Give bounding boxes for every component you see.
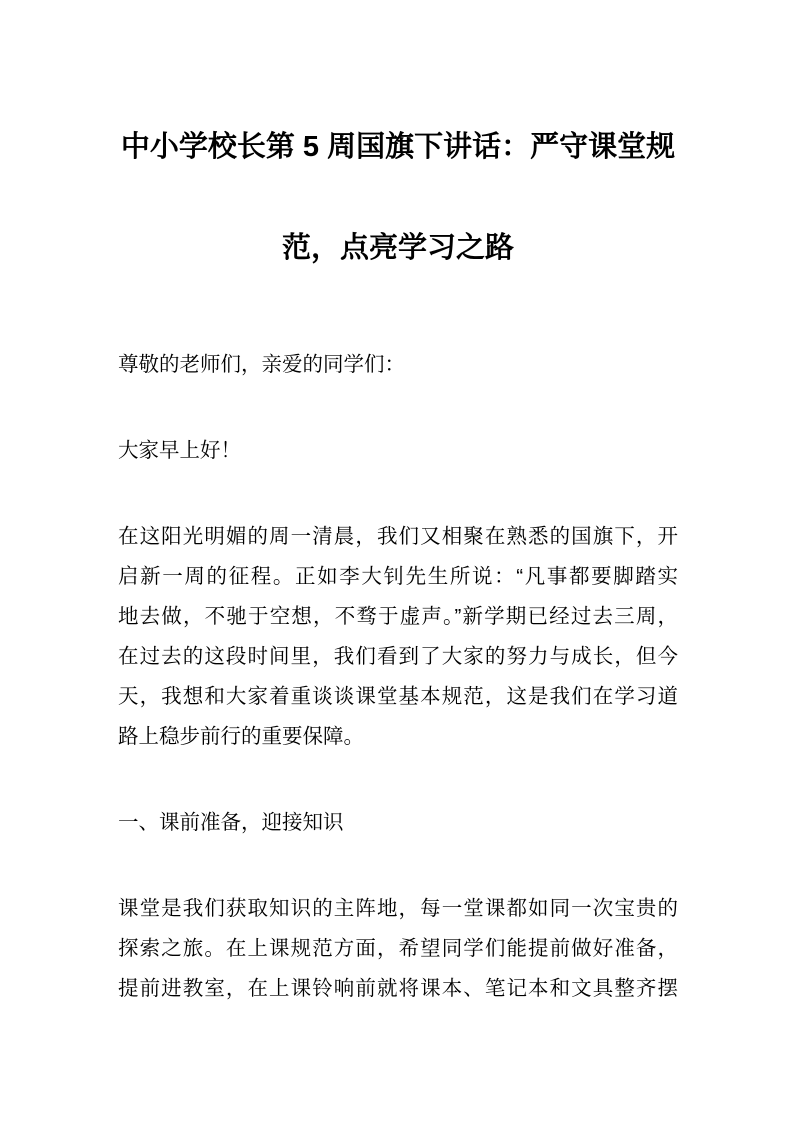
text-line: 天，我想和大家着重谈谈课堂基本规范，这是我们在学习道	[118, 685, 678, 708]
title-line-1: 中小学校长第 5 周国旗下讲话：严守课堂规	[120, 131, 676, 163]
document-content	[0, 97, 793, 1009]
text-line: 地去做，不驰于空想，不骛于虚声。”新学期已经过去三周，	[118, 605, 678, 628]
paragraph-greeting	[118, 431, 678, 471]
paragraph-salutation	[118, 345, 678, 385]
text-line: 尊敬的老师们，亲爱的同学们：	[118, 353, 405, 376]
section-1-heading	[118, 803, 678, 843]
title-line-2: 范，点亮学习之路	[281, 232, 514, 264]
text-line: 在这阳光明媚的周一清晨，我们又相聚在熟悉的国旗下，开	[118, 525, 678, 548]
text-line: 一、课前准备，迎接知识	[118, 811, 344, 834]
paragraph-intro	[118, 517, 678, 757]
text-line: 探索之旅。在上课规范方面，希望同学们能提前做好准备，	[118, 937, 678, 960]
text-line: 大家早上好！	[118, 439, 241, 462]
paragraph-section-1-body	[118, 889, 678, 1009]
text-line: 在过去的这段时间里，我们看到了大家的努力与成长，但今	[118, 645, 678, 668]
text-line: 路上稳步前行的重要保障。	[118, 725, 364, 748]
text-line: 提前进教室，在上课铃响前就将课本、笔记本和文具整齐摆	[118, 977, 678, 1000]
document-title	[118, 97, 678, 299]
text-line: 课堂是我们获取知识的主阵地，每一堂课都如同一次宝贵的	[118, 897, 678, 920]
text-line: 启新一周的征程。正如李大钊先生所说：“凡事都要脚踏实	[118, 565, 678, 588]
